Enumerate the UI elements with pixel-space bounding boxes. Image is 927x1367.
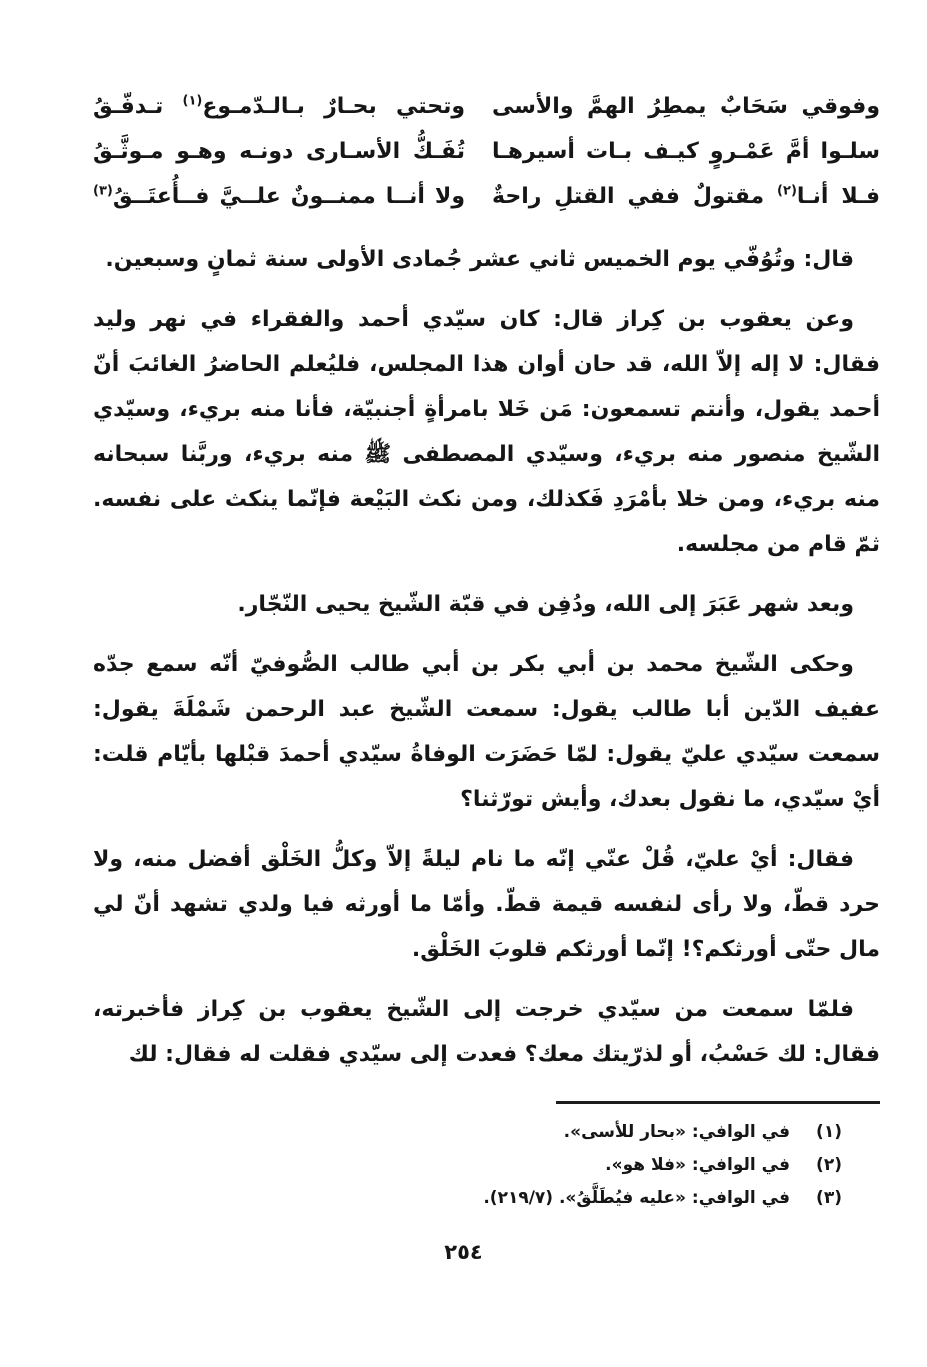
paragraph: فقال: أيْ عليّ، قُلْ عنّي إنّه ما نام ليلةً إلاّ وكلُّ الخَلْق أفضل منه، ولا حرد قطّ، ولا رأى لنفسه قيمة قطّ. وأمّا ما أورثه فيا ولدي تشهد أنّ لي مال حتّى أورثكم؟! إنّما أورثكم قلوبَ الخَلْق. [93, 847, 880, 962]
footnote-number: (٣) [816, 1188, 842, 1208]
verse [93, 174, 880, 219]
hemistich-text: تـدفّـقُ [93, 94, 183, 119]
text-block [93, 84, 880, 1215]
hemistich-text: فـلا أنـا [796, 184, 880, 209]
hemistich-text: ولا أنــا ممنــونٌ علــيَّ فــأُعتَــقُ [112, 184, 465, 209]
footnote-ref-marker: (٣) [93, 183, 113, 199]
page-number: ٢٥٤ [444, 1240, 483, 1264]
footnote-separator [556, 1101, 880, 1104]
hemistich-text: سلـوا أمَّ عَمْـروٍ كيـف بـات أسيرهـا [492, 139, 880, 164]
paragraph: وعن يعقوب بن كِراز قال: كان سيّدي أحمد والفقراء في نهر وليد فقال: لا إله إلاّ الله، قد حان أوان هذا المجلس، فليُعلم الحاضرُ الغائبَ أنّ أحمد يقول، وأنتم تسمعون: مَن خَلا بامرأةٍ أجنبيّة، فأنا منه بريء، وسيّدي الشّيخ منصور منه بريء، وسيّدي المصطفى ﷺ منه بريء، وربَّنا سبحانه منه بريء، ومن خلا بأمْرَدِ فَكذلك، ومن نكث البَيْعة فإنّما ينكث على نفسه. ثمّ قام من مجلسه. [93, 307, 880, 557]
footnote-ref-marker: (١) [182, 93, 203, 109]
footnote-item [97, 1116, 880, 1149]
verse [93, 129, 880, 174]
footnote-number: (١) [816, 1122, 842, 1142]
hemistich-second [93, 174, 465, 219]
footnote-ref-marker: (٢) [777, 183, 797, 199]
hemistich-second [93, 129, 465, 174]
paragraph: فلمّا سمعت من سيّدي خرجت إلى الشّيخ يعقوب بن كِراز فأخبرته، فقال: لك حَسْبُ، أو لذرّيتك معك؟ فعدت إلى سيّدي فقلت له فقال: لك [93, 997, 880, 1067]
footnote-text: في الوافي: «بحار للأسى». [563, 1122, 790, 1142]
footnote-text: في الوافي: «عليه فيُطَلَّقُ». (٢١٩/٧). [483, 1188, 790, 1208]
hemistich-text: مقتولٌ ففي القتلِ راحةٌ [492, 184, 778, 209]
footnote-item [97, 1149, 880, 1182]
footnote-number: (٢) [816, 1155, 842, 1175]
hemistich-first [492, 174, 880, 219]
footnote-text: في الوافي: «فلا هو». [605, 1155, 790, 1175]
paragraph: وبعد شهر عَبَرَ إلى الله، ودُفِن في قبّة الشّيخ يحيى النّجّار. [237, 592, 854, 617]
hemistich-text: وفوقي سَحَابٌ يمطِرُ الهمَّ والأسى [492, 94, 880, 119]
hemistich-text: تُفَـكُّ الأسـارى دونـه وهـو مـوثَّـقُ [93, 139, 465, 164]
paragraph: قال: وتُوُفّي يوم الخميس ثاني عشر جُمادى الأولى سنة ثمانٍ وسبعين. [105, 247, 854, 272]
poem [93, 84, 880, 219]
paragraph: وحكى الشّيخ محمد بن أبي بكر بن أبي طالب الصُّوفيّ أنّه سمع جدّه عفيف الدّين أبا طالب يقول: سمعت الشّيخ عبد الرحمن شَمْلَةَ يقول: سمعت سيّدي عليّ يقول: لمّا حَضَرَت الوفاةُ سيّدي أحمدَ قبْلها بأيّام قلت: أيْ سيّدي، ما نقول بعدك، وأيش تورّثنا؟ [93, 652, 880, 812]
hemistich-first [492, 129, 880, 174]
footnote-item [97, 1182, 880, 1215]
footnotes [93, 1116, 880, 1215]
hemistich-second [93, 84, 465, 129]
verse [93, 84, 880, 129]
hemistich-text: وتحتي بحـارٌ بـالـدّمـوع [202, 94, 465, 119]
hemistich-first [492, 84, 880, 129]
